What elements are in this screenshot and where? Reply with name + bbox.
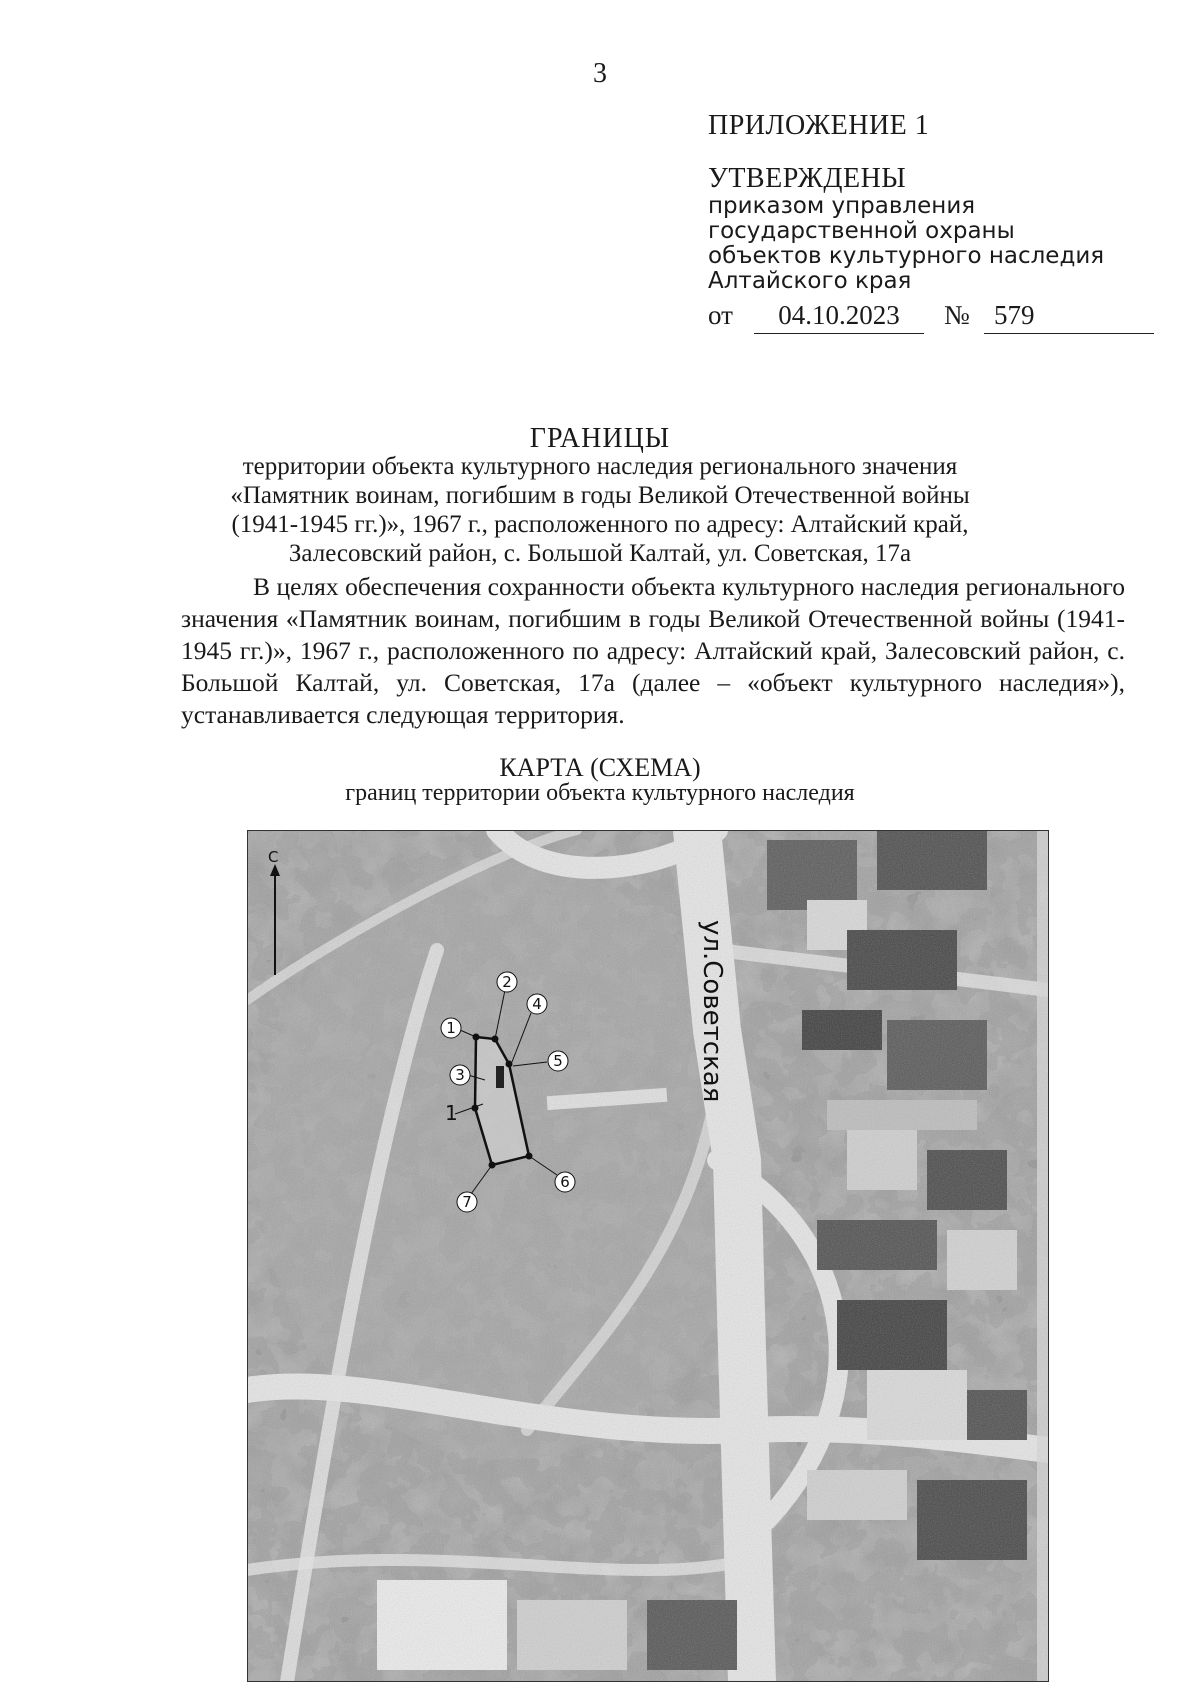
svg-text:1: 1 (446, 1019, 456, 1037)
point-marker (457, 1192, 477, 1212)
subheading-line: территории объекта культурного наследия регионального значения (242, 453, 958, 480)
subheading-line: Залесовский район, с. Большой Калтай, ул. Советская, 17а (288, 540, 912, 567)
svg-text:7: 7 (462, 1193, 472, 1211)
date-prefix: от (708, 300, 733, 330)
subheading-line: (1941-1945 гг.)», 1967 г., расположенного по адресу: Алтайский край, (231, 511, 969, 538)
approved-label: УТВЕРЖДЕНЫ (708, 163, 907, 194)
order-date: 04.10.2023 (754, 300, 924, 334)
approval-by-line: приказом управления (708, 193, 976, 219)
map-image (247, 830, 1049, 1682)
approval-block (708, 110, 1148, 336)
appendix-title: ПРИЛОЖЕНИЕ 1 (708, 110, 930, 141)
street-label: ул.Советская (697, 920, 727, 1103)
svg-text:4: 4 (532, 995, 542, 1013)
order-number: 579 (984, 300, 1154, 334)
point-marker (497, 972, 517, 992)
north-label: С (268, 848, 279, 866)
body-paragraph: В целях обеспечения сохранности объекта культурного наследия регионального значения «Памятник воинам, погибшим в годы Великой Отечественной войны (1941-1945 гг.)», 1967 г., расположенного по адресу: Алтайский край, Залесовский район, с. Большой Калтай, ул. Советская, 17а (далее – «объект культурного наследия»), устанавливается следующая территория. (181, 572, 1125, 729)
point-marker (441, 1018, 461, 1038)
approval-by-line: государственной охраны (708, 218, 1015, 244)
satellite-map (247, 830, 1049, 1682)
svg-text:3: 3 (455, 1066, 465, 1084)
svg-text:2: 2 (502, 973, 512, 991)
approval-by-line: Алтайского края (708, 268, 912, 294)
approval-by-line: объектов культурного наследия (708, 243, 1105, 269)
point-marker (450, 1065, 470, 1085)
photo-grain (247, 830, 1049, 1682)
point-marker (555, 1172, 575, 1192)
point-marker (548, 1051, 568, 1071)
point-marker (527, 994, 547, 1014)
document-heading: ГРАНИЦЫ (529, 423, 671, 454)
map-subtitle: границ территории объекта культурного наследия (345, 780, 855, 806)
document-subheading (200, 452, 1000, 568)
object-label: 1 (445, 1101, 458, 1125)
svg-text:5: 5 (553, 1052, 563, 1070)
map-title: КАРТА (СХЕМА) (499, 753, 701, 782)
svg-text:6: 6 (560, 1173, 570, 1191)
page-number: 3 (593, 58, 607, 89)
number-prefix: № (944, 300, 970, 330)
order-date-row (708, 300, 1148, 336)
subheading-line: «Памятник воинам, погибшим в годы Великой Отечественной войны (230, 482, 970, 509)
